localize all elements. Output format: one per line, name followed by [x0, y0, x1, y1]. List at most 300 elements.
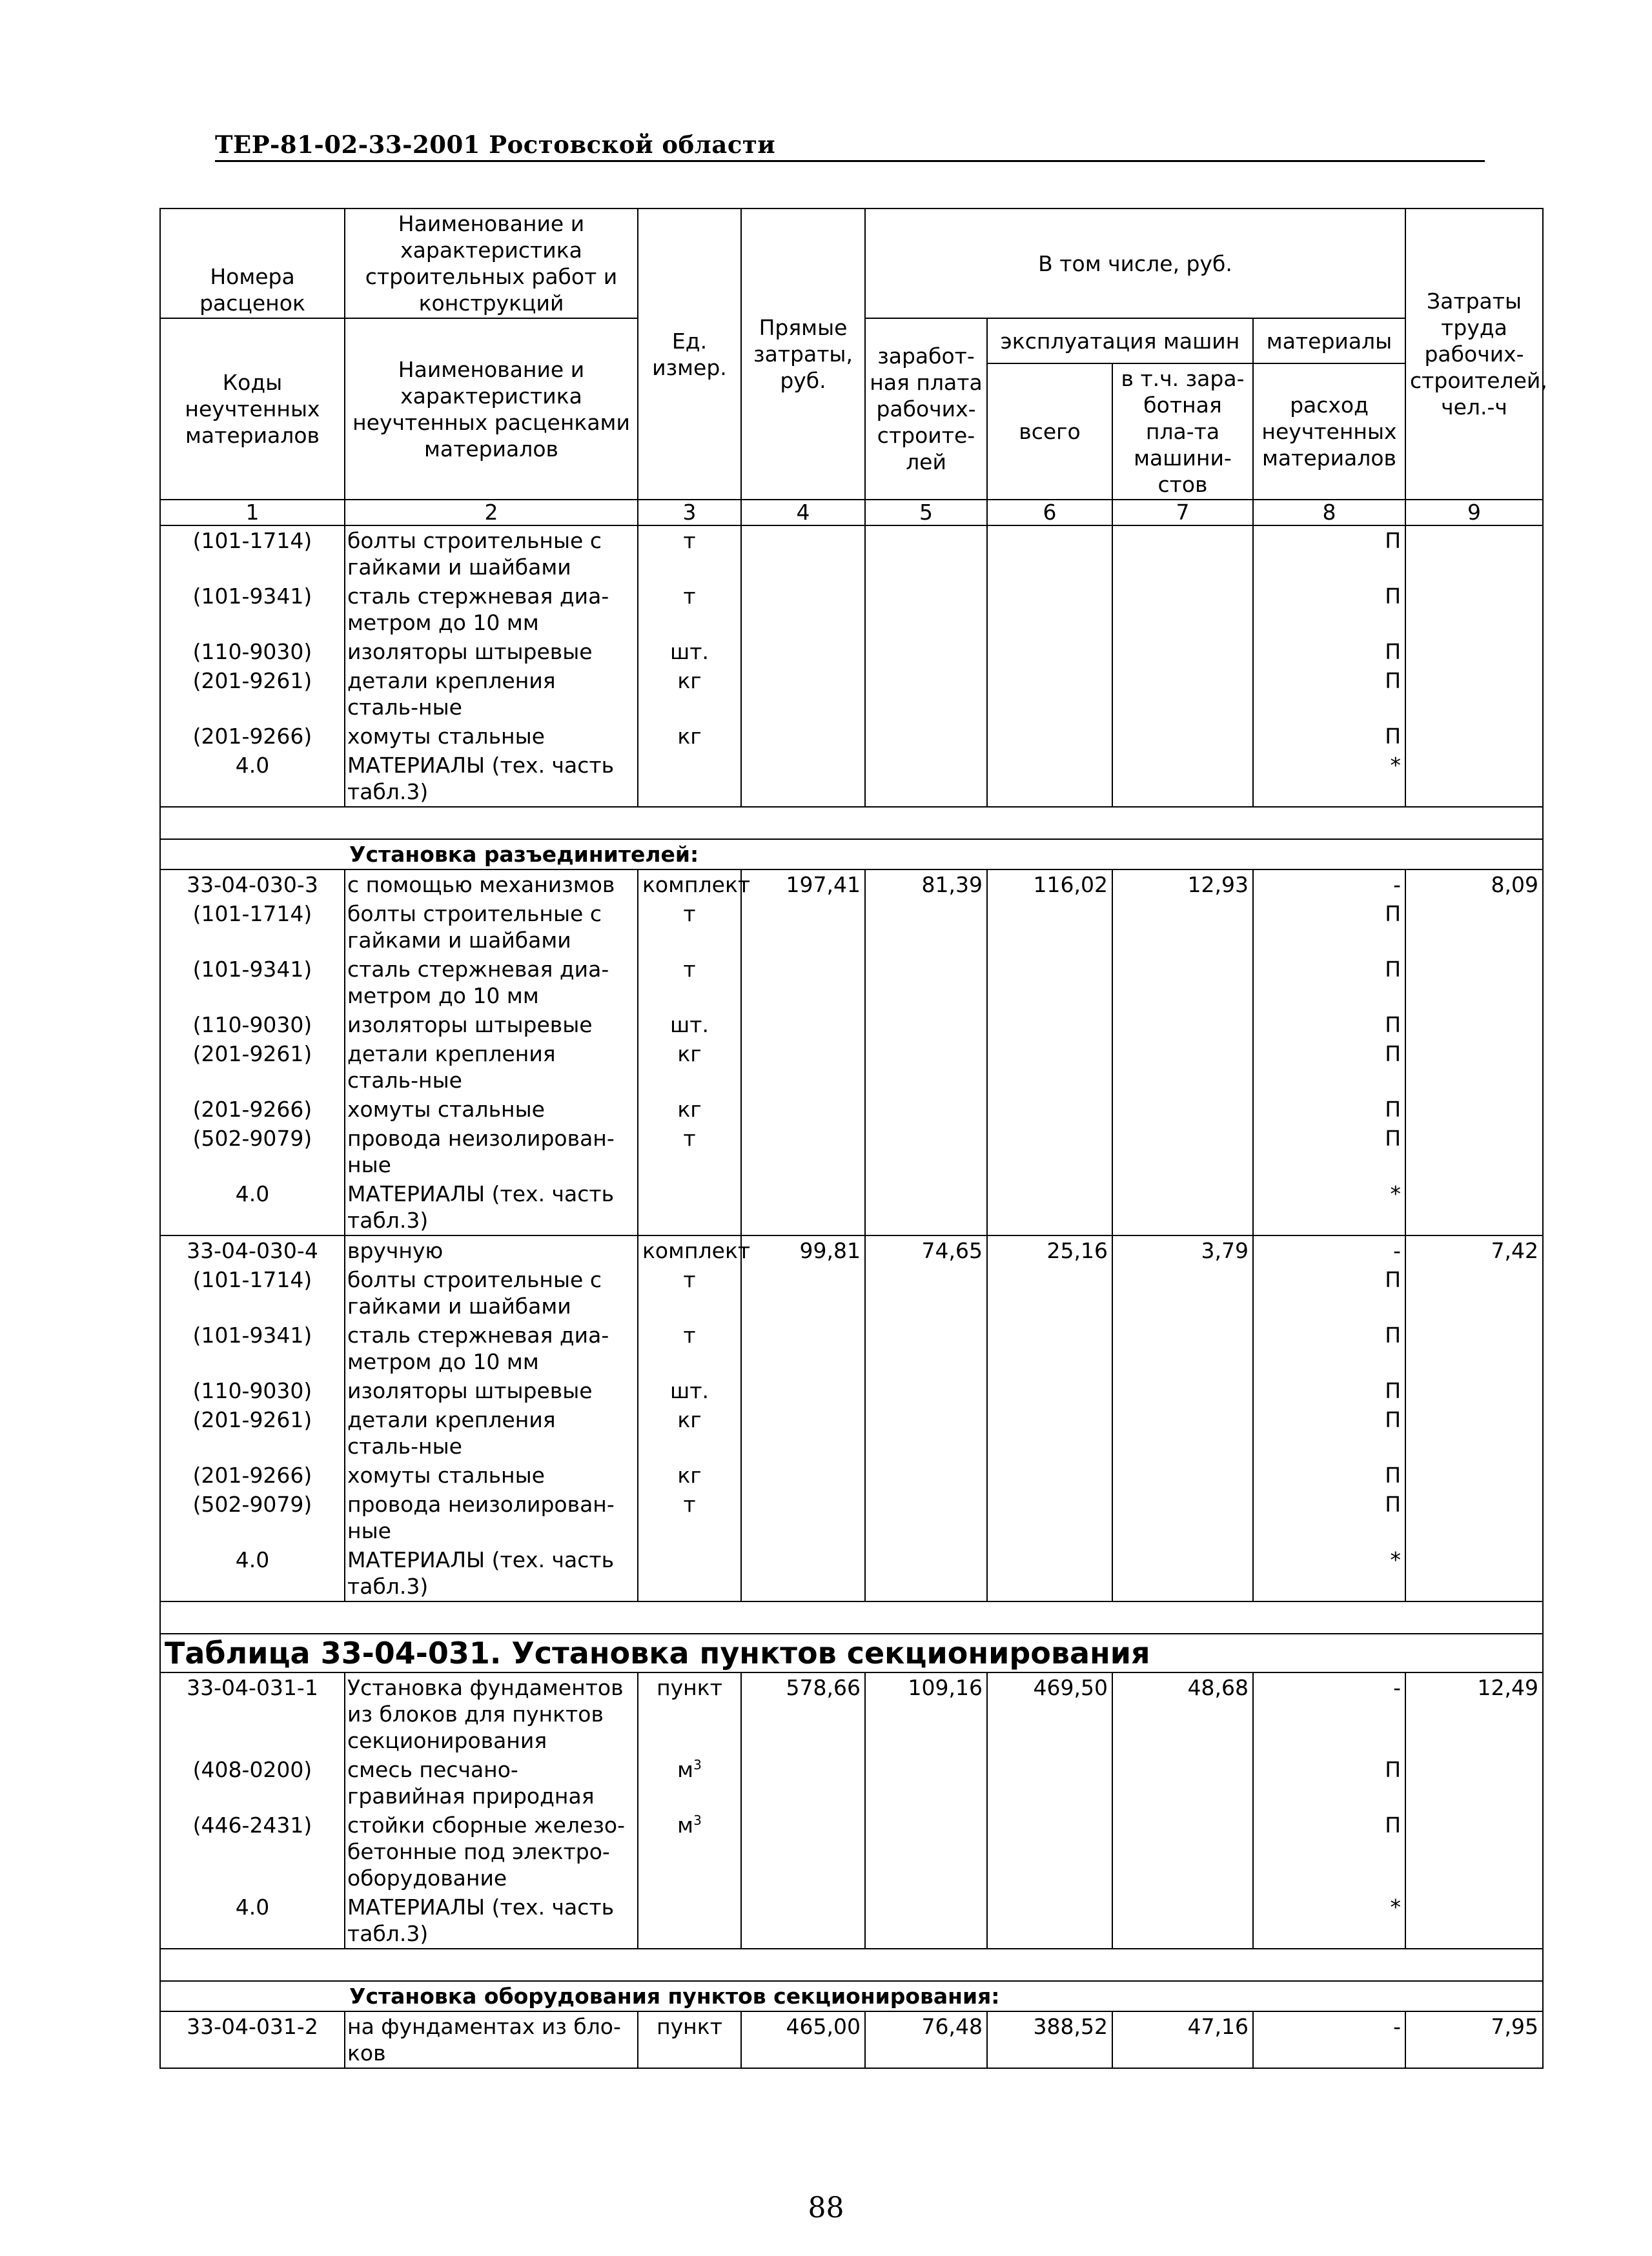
row-code-text: (110-9030): [192, 1012, 312, 1037]
document-header: ТЕР-81-02-33-2001 Ростовской области: [215, 130, 776, 159]
col-number: 4: [741, 500, 865, 525]
row-unit-text: т: [683, 528, 696, 553]
row-code: [160, 1811, 345, 1893]
labor-cost-text: 12,49: [1477, 1675, 1539, 1700]
direct-cost: [741, 751, 865, 807]
direct-cost: [741, 1321, 865, 1376]
machines-total: [987, 1545, 1112, 1601]
machinist-wages: [1112, 1405, 1253, 1461]
unit-exponent: 3: [693, 1757, 702, 1773]
labor-cost: [1405, 722, 1543, 751]
row-code: [160, 1010, 345, 1039]
wages: [865, 899, 987, 955]
labor-cost: [1405, 1376, 1543, 1405]
rate-row: [160, 869, 1543, 899]
col-number: 7: [1112, 500, 1253, 525]
row-unit-text: кг: [677, 724, 702, 749]
row-name: [345, 1010, 638, 1039]
row-code: [160, 1755, 345, 1811]
machines-total-text: 25,16: [1046, 1238, 1108, 1263]
machinist-wages: [1112, 1490, 1253, 1545]
row-name-text: смесь песчано-гравийная природная: [347, 1757, 595, 1809]
materials-mark-text: П: [1385, 1012, 1402, 1037]
machinist-wages: [1112, 899, 1253, 955]
materials-mark-text: П: [1385, 1097, 1402, 1122]
material-row: [160, 1755, 1543, 1811]
machines-total: [987, 1321, 1112, 1376]
labor-cost: [1405, 637, 1543, 666]
machines-total: [987, 1376, 1112, 1405]
labor-cost: [1405, 1490, 1543, 1545]
machinist-wages: [1112, 525, 1253, 582]
machines-total: [987, 1010, 1112, 1039]
wages: [865, 1672, 987, 1755]
materials-header: материалы: [1253, 318, 1405, 363]
row-code-text: (201-9266): [192, 724, 312, 749]
machinist-wages: [1112, 1235, 1253, 1265]
materials-mark: [1253, 899, 1405, 955]
section-title: Установка разъединителей:: [349, 842, 699, 867]
machines-total: [987, 1235, 1112, 1265]
row-name: [345, 1265, 638, 1321]
row-unit: [638, 1235, 751, 1265]
row-code: [160, 525, 345, 582]
wages: [865, 666, 987, 722]
direct-cost: [741, 1179, 865, 1235]
materials-mark-text: -: [1393, 872, 1402, 897]
materials-mark: [1253, 1235, 1405, 1265]
row-name-text: изоляторы штыревые: [347, 639, 593, 664]
materials-mark: [1253, 1811, 1405, 1893]
machinist-wages: [1112, 955, 1253, 1010]
direct-cost: [741, 1039, 865, 1095]
row-unit-text: м: [677, 1813, 694, 1838]
labor-cost: [1405, 666, 1543, 722]
row-unit-text: кг: [677, 1463, 702, 1488]
row-code: [160, 1179, 345, 1235]
machines-total: [987, 666, 1112, 722]
direct-cost: [741, 1124, 865, 1179]
labor-cost: [1405, 1235, 1543, 1265]
materials-mark: [1253, 666, 1405, 722]
rate-row: [160, 1672, 1543, 1755]
machinist-wages-text: 48,68: [1187, 1675, 1249, 1700]
machinist-wages-text: 47,16: [1187, 2014, 1249, 2039]
wages: [865, 1405, 987, 1461]
machinist-wages: [1112, 1755, 1253, 1811]
wages: [865, 582, 987, 637]
row-code-text: (201-9261): [192, 1407, 312, 1432]
material-row: [160, 1376, 1543, 1405]
direct-cost: [741, 637, 865, 666]
labor-cost: [1405, 955, 1543, 1010]
machines-total: [987, 1095, 1112, 1124]
labor-cost: [1405, 525, 1543, 582]
row-code: [160, 1376, 345, 1405]
machines-total: [987, 722, 1112, 751]
wages: [865, 1490, 987, 1545]
row-unit: [638, 1265, 741, 1321]
row-unit: [638, 1376, 741, 1405]
labor-cost: [1405, 1811, 1543, 1893]
col6-header: всего: [987, 363, 1112, 500]
row-name-text: провода неизолирован-ные: [347, 1492, 615, 1543]
wages: [865, 1039, 987, 1095]
direct-cost: [741, 1755, 865, 1811]
row-code-text: 4.0: [235, 1547, 270, 1572]
materials-mark-text: -: [1393, 2014, 1402, 2039]
row-unit: [638, 1124, 741, 1179]
machines-total: [987, 1039, 1112, 1095]
direct-cost: [741, 1265, 865, 1321]
machines-total-text: 116,02: [1033, 872, 1108, 897]
row-code: [160, 751, 345, 807]
row-unit-text: комплект: [642, 872, 751, 897]
row-name-text: вручную: [347, 1238, 444, 1263]
materials-mark: [1253, 1376, 1405, 1405]
row-code: [160, 1235, 345, 1265]
direct-cost-text: 197,41: [786, 872, 861, 897]
direct-cost: [741, 666, 865, 722]
direct-cost: [741, 582, 865, 637]
row-unit: [638, 2011, 741, 2068]
material-row: [160, 1179, 1543, 1235]
wages: [865, 2011, 987, 2068]
materials-mark-text: -: [1393, 1675, 1402, 1700]
machinist-wages: [1112, 1124, 1253, 1179]
labor-cost-text: 7,95: [1491, 2014, 1539, 2039]
wages: [865, 1545, 987, 1601]
col-number: 5: [865, 500, 987, 525]
materials-mark-text: П: [1385, 1463, 1402, 1488]
col1-bottom-header: Коды неучтенных материалов: [160, 318, 345, 500]
machinist-wages: [1112, 1265, 1253, 1321]
material-row: [160, 1124, 1543, 1179]
materials-mark: [1253, 751, 1405, 807]
row-code-text: (110-9030): [192, 639, 312, 664]
row-name-text: сталь стержневая диа-метром до 10 мм: [347, 584, 609, 635]
row-name-text: болты строительные с гайками и шайбами: [347, 901, 602, 953]
col-number: 2: [345, 500, 638, 525]
machinist-wages: [1112, 2011, 1253, 2068]
materials-mark: [1253, 1039, 1405, 1095]
row-name-text: хомуты стальные: [347, 1463, 545, 1488]
row-code: [160, 722, 345, 751]
row-unit: [638, 1490, 741, 1545]
row-code: [160, 2011, 345, 2068]
row-code-text: (446-2431): [192, 1813, 312, 1838]
row-name-text: МАТЕРИАЛЫ (тех. часть табл.3): [347, 753, 615, 804]
direct-cost: [741, 722, 865, 751]
row-code-text: (201-9266): [192, 1463, 312, 1488]
row-name-text: на фундаментах из бло-ков: [347, 2014, 621, 2066]
machines-total: [987, 637, 1112, 666]
material-row: [160, 1265, 1543, 1321]
material-row: [160, 1039, 1543, 1095]
wages-text: 76,48: [921, 2014, 983, 2039]
row-unit: [638, 1179, 741, 1235]
row-name: [345, 1124, 638, 1179]
labor-cost: [1405, 1039, 1543, 1095]
row-unit: [638, 1545, 741, 1601]
labor-cost: [1405, 1893, 1543, 1949]
row-unit-text: кг: [677, 668, 702, 693]
row-unit: [638, 899, 741, 955]
rate-row: [160, 2011, 1543, 2068]
wages: [865, 1124, 987, 1179]
row-unit: [638, 1321, 741, 1376]
row-unit-text: шт.: [670, 639, 709, 664]
labor-cost: [1405, 869, 1543, 899]
machines-total: [987, 1179, 1112, 1235]
row-unit-text: т: [683, 957, 696, 982]
row-code-text: 33-04-031-2: [187, 2014, 318, 2039]
machinist-wages: [1112, 1039, 1253, 1095]
materials-mark-text: П: [1385, 1323, 1402, 1348]
row-unit-text: кг: [677, 1041, 702, 1066]
row-unit-text: т: [683, 1267, 696, 1292]
col3-header: Ед. измер.: [638, 208, 741, 500]
row-code-text: 4.0: [235, 1895, 270, 1920]
row-name: [345, 1235, 638, 1265]
row-unit: [638, 637, 741, 666]
row-name-text: МАТЕРИАЛЫ (тех. часть табл.3): [347, 1895, 615, 1946]
labor-cost: [1405, 1095, 1543, 1124]
labor-cost: [1405, 1545, 1543, 1601]
row-unit-text: кг: [677, 1097, 702, 1122]
unit-exponent: 3: [693, 1813, 702, 1828]
machinist-wages-text: 3,79: [1201, 1238, 1249, 1263]
row-name: [345, 722, 638, 751]
material-row: [160, 1095, 1543, 1124]
wages: [865, 1893, 987, 1949]
machinist-wages: [1112, 1321, 1253, 1376]
materials-mark: [1253, 1265, 1405, 1321]
materials-mark-text: -: [1393, 1238, 1402, 1263]
row-unit: [638, 1405, 741, 1461]
materials-mark-text: П: [1385, 1492, 1402, 1517]
row-name: [345, 525, 638, 582]
row-code: [160, 1321, 345, 1376]
row-code: [160, 637, 345, 666]
row-code-text: (101-1714): [192, 1267, 312, 1292]
row-name-text: болты строительные с гайками и шайбами: [347, 528, 602, 580]
row-code: [160, 666, 345, 722]
row-unit: [638, 1095, 741, 1124]
wages-text: 81,39: [921, 872, 983, 897]
row-name-text: сталь стержневая диа-метром до 10 мм: [347, 1323, 609, 1374]
row-unit: [638, 1461, 741, 1490]
col2-bottom-header: Наименование и характеристика неучтенных расценками материалов: [345, 318, 638, 500]
row-unit-text: комплект: [642, 1238, 751, 1263]
row-name-text: детали крепления сталь-ные: [347, 1041, 556, 1093]
col-number: 1: [160, 500, 345, 525]
machines-total: [987, 1811, 1112, 1893]
machinist-wages-text: 12,93: [1187, 872, 1249, 897]
row-code: [160, 1405, 345, 1461]
material-row: [160, 666, 1543, 722]
wages: [865, 1811, 987, 1893]
row-name-text: детали крепления сталь-ные: [347, 1407, 556, 1459]
row-name: [345, 2011, 638, 2068]
row-code: [160, 1039, 345, 1095]
row-unit: [638, 1039, 741, 1095]
spacer-row: [160, 1601, 1543, 1634]
machinist-wages: [1112, 1672, 1253, 1755]
row-unit-text: т: [683, 584, 696, 609]
machinist-wages: [1112, 1179, 1253, 1235]
materials-mark: [1253, 869, 1405, 899]
direct-cost: [741, 869, 865, 899]
rate-row: [160, 1235, 1543, 1265]
labor-cost-text: 7,42: [1491, 1238, 1539, 1263]
machinist-wages: [1112, 582, 1253, 637]
machines-total: [987, 1265, 1112, 1321]
row-unit-text: кг: [677, 1407, 702, 1432]
materials-mark-text: П: [1385, 528, 1402, 553]
machinist-wages: [1112, 1811, 1253, 1893]
materials-mark-text: *: [1390, 753, 1402, 778]
material-row: [160, 637, 1543, 666]
direct-cost: [741, 1235, 865, 1265]
row-code-text: (101-1714): [192, 901, 312, 926]
materials-mark-text: П: [1385, 1407, 1402, 1432]
materials-mark-text: П: [1385, 1757, 1402, 1782]
col9-header: Затраты труда рабочих-строителей, чел.-ч: [1405, 208, 1543, 500]
row-unit: [638, 869, 751, 899]
labor-cost: [1405, 1179, 1543, 1235]
row-code: [160, 1124, 345, 1179]
labor-cost: [1405, 582, 1543, 637]
row-code-text: 4.0: [235, 1181, 270, 1206]
direct-cost-text: 578,66: [786, 1675, 861, 1700]
machines-header: эксплуатация машин: [987, 318, 1253, 363]
material-row: [160, 1893, 1543, 1949]
machines-total: [987, 869, 1112, 899]
material-row: [160, 1010, 1543, 1039]
materials-mark: [1253, 2011, 1405, 2068]
labor-cost: [1405, 1755, 1543, 1811]
row-code-text: (101-1714): [192, 528, 312, 553]
materials-mark-text: *: [1390, 1181, 1402, 1206]
wages: [865, 1235, 987, 1265]
direct-cost: [741, 1672, 865, 1755]
material-row: [160, 1545, 1543, 1601]
row-code-text: (101-9341): [192, 584, 312, 609]
col8-header: расход неучтенных материалов: [1253, 363, 1405, 500]
materials-mark: [1253, 1755, 1405, 1811]
direct-cost: [741, 1010, 865, 1039]
row-code: [160, 955, 345, 1010]
machines-total: [987, 955, 1112, 1010]
row-unit-text: т: [683, 901, 696, 926]
materials-mark-text: П: [1385, 1813, 1402, 1838]
machinist-wages: [1112, 751, 1253, 807]
materials-mark: [1253, 1545, 1405, 1601]
materials-mark-text: П: [1385, 584, 1402, 609]
materials-mark-text: П: [1385, 957, 1402, 982]
materials-mark-text: П: [1385, 668, 1402, 693]
row-unit-text: шт.: [670, 1378, 709, 1403]
materials-mark-text: П: [1385, 1126, 1402, 1151]
machines-total: [987, 1124, 1112, 1179]
row-unit: [638, 955, 741, 1010]
materials-mark: [1253, 1490, 1405, 1545]
direct-cost: [741, 1545, 865, 1601]
machinist-wages: [1112, 666, 1253, 722]
row-code: [160, 582, 345, 637]
materials-mark-text: *: [1390, 1547, 1402, 1572]
row-unit: [638, 751, 741, 807]
row-name: [345, 1179, 638, 1235]
table-body: [160, 525, 1543, 2068]
col4-header: Прямые затраты, руб.: [741, 208, 865, 500]
machines-total: [987, 899, 1112, 955]
materials-mark-text: П: [1385, 1378, 1402, 1403]
materials-mark-text: *: [1390, 1895, 1402, 1920]
machines-total: [987, 1490, 1112, 1545]
row-name: [345, 869, 638, 899]
section-row: [160, 839, 1543, 869]
row-name-text: хомуты стальные: [347, 724, 545, 749]
materials-mark: [1253, 722, 1405, 751]
material-row: [160, 1811, 1543, 1893]
direct-cost-text: 465,00: [786, 2014, 861, 2039]
labor-cost: [1405, 751, 1543, 807]
labor-cost: [1405, 1124, 1543, 1179]
machines-total: [987, 582, 1112, 637]
row-code-text: 4.0: [235, 753, 270, 778]
wages: [865, 1265, 987, 1321]
row-name-text: изоляторы штыревые: [347, 1378, 593, 1403]
col1-top-header: Номера расценок: [160, 208, 345, 318]
wages: [865, 1010, 987, 1039]
row-unit: [638, 1755, 741, 1811]
row-name-text: сталь стержневая диа-метром до 10 мм: [347, 957, 609, 1008]
machinist-wages: [1112, 637, 1253, 666]
wages: [865, 637, 987, 666]
col-number: 8: [1253, 500, 1405, 525]
direct-cost-text: 99,81: [799, 1238, 861, 1263]
row-name-text: Установка фундаментов из блоков для пунктов секционирования: [347, 1675, 624, 1753]
row-name: [345, 1755, 638, 1811]
row-code: [160, 1672, 345, 1755]
row-unit-text: м: [677, 1757, 694, 1782]
col-number: 3: [638, 500, 741, 525]
row-name-text: хомуты стальные: [347, 1097, 545, 1122]
section-title: Установка оборудования пунктов секционирования:: [349, 1984, 1000, 2009]
material-row: [160, 1490, 1543, 1545]
materials-mark: [1253, 637, 1405, 666]
machines-total: [987, 1893, 1112, 1949]
row-name-text: МАТЕРИАЛЫ (тех. часть табл.3): [347, 1547, 615, 1599]
row-unit-text: шт.: [670, 1012, 709, 1037]
materials-mark: [1253, 1095, 1405, 1124]
row-name: [345, 1405, 638, 1461]
row-code: [160, 899, 345, 955]
machinist-wages: [1112, 1095, 1253, 1124]
row-unit-text: т: [683, 1323, 696, 1348]
materials-mark-text: П: [1385, 639, 1402, 664]
machines-total: [987, 1755, 1112, 1811]
materials-mark: [1253, 955, 1405, 1010]
row-unit: [638, 722, 741, 751]
direct-cost: [741, 1490, 865, 1545]
row-unit: [638, 1672, 741, 1755]
row-name-text: МАТЕРИАЛЫ (тех. часть табл.3): [347, 1181, 615, 1233]
machines-total-text: 388,52: [1033, 2014, 1108, 2039]
materials-mark-text: П: [1385, 1041, 1402, 1066]
